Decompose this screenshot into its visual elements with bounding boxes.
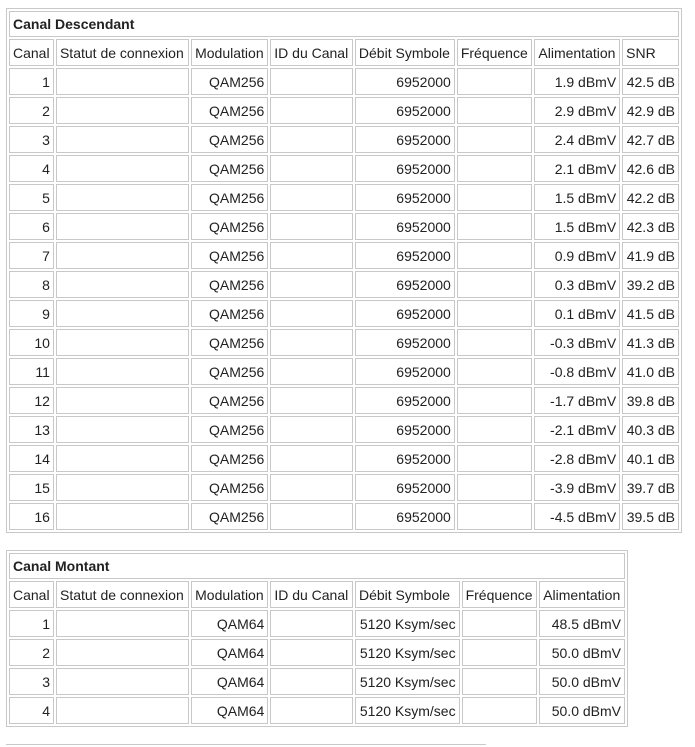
cell-canal: 6 [9, 213, 54, 240]
cell-statut [56, 126, 189, 153]
cell-modulation: QAM256 [191, 503, 268, 530]
cell-statut [56, 329, 189, 356]
cell-statut [56, 668, 189, 695]
header-alimentation: Alimentation [534, 39, 620, 66]
cell-canal: 4 [9, 697, 54, 724]
cell-alimentation: 1.5 dBmV [534, 184, 620, 211]
cell-frequence [457, 358, 533, 385]
cell-alimentation: -0.8 dBmV [534, 358, 620, 385]
cell-statut [56, 68, 189, 95]
cell-frequence [462, 639, 538, 666]
cell-id [270, 126, 353, 153]
cell-canal: 1 [9, 68, 54, 95]
cell-alimentation: 0.9 dBmV [534, 242, 620, 269]
cell-id [270, 416, 353, 443]
cell-alimentation: -3.9 dBmV [534, 474, 620, 501]
cell-debit: 6952000 [355, 503, 455, 530]
cell-frequence [462, 697, 538, 724]
cell-snr: 41.9 dB [622, 242, 679, 269]
cell-snr: 39.2 dB [622, 271, 679, 298]
cell-alimentation: 0.3 dBmV [534, 271, 620, 298]
cell-snr: 41.0 dB [622, 358, 679, 385]
cell-debit: 6952000 [355, 445, 455, 472]
table-row [9, 697, 625, 724]
cell-debit: 5120 Ksym/sec [355, 610, 460, 637]
header-id-canal: ID du Canal [270, 39, 353, 66]
cell-snr: 39.5 dB [622, 503, 679, 530]
cell-modulation: QAM64 [191, 668, 268, 695]
header-modulation: Modulation [191, 581, 268, 608]
cell-canal: 3 [9, 668, 54, 695]
cell-statut [56, 155, 189, 182]
cell-frequence [457, 416, 533, 443]
table-row [9, 126, 679, 153]
cell-statut [56, 300, 189, 327]
cell-modulation: QAM256 [191, 242, 268, 269]
cell-modulation: QAM256 [191, 358, 268, 385]
cell-statut [56, 416, 189, 443]
cell-canal: 11 [9, 358, 54, 385]
header-frequence: Fréquence [462, 581, 538, 608]
table-row [9, 358, 679, 385]
cell-alimentation: 2.4 dBmV [534, 126, 620, 153]
cell-canal: 4 [9, 155, 54, 182]
cell-modulation: QAM64 [191, 610, 268, 637]
cell-id [270, 300, 353, 327]
table-row [9, 271, 679, 298]
cell-modulation: QAM256 [191, 329, 268, 356]
cell-modulation: QAM256 [191, 271, 268, 298]
cell-canal: 16 [9, 503, 54, 530]
cell-id [270, 503, 353, 530]
cell-modulation: QAM256 [191, 300, 268, 327]
cell-id [270, 445, 353, 472]
cell-frequence [462, 668, 538, 695]
cell-frequence [457, 126, 533, 153]
cell-alimentation: 2.9 dBmV [534, 97, 620, 124]
cell-canal: 2 [9, 97, 54, 124]
cell-debit: 6952000 [355, 358, 455, 385]
cell-canal: 7 [9, 242, 54, 269]
cell-statut [56, 213, 189, 240]
cell-debit: 6952000 [355, 97, 455, 124]
cell-debit: 6952000 [355, 242, 455, 269]
cell-modulation: QAM256 [191, 416, 268, 443]
cell-alimentation: 1.9 dBmV [534, 68, 620, 95]
header-statut: Statut de connexion [56, 581, 189, 608]
cell-modulation: QAM256 [191, 97, 268, 124]
header-id-canal: ID du Canal [270, 581, 353, 608]
header-modulation: Modulation [191, 39, 268, 66]
cell-frequence [457, 503, 533, 530]
upstream-title: Canal Montant [9, 553, 625, 579]
cell-snr: 42.2 dB [622, 184, 679, 211]
cell-canal: 12 [9, 387, 54, 414]
cell-frequence [457, 213, 533, 240]
upstream-table [6, 550, 628, 727]
cell-alimentation: 50.0 dBmV [539, 639, 625, 666]
cell-frequence [462, 610, 538, 637]
cell-frequence [457, 300, 533, 327]
cell-alimentation: 1.5 dBmV [534, 213, 620, 240]
header-alimentation: Alimentation [539, 581, 625, 608]
cell-canal: 5 [9, 184, 54, 211]
cell-id [270, 610, 353, 637]
cell-statut [56, 474, 189, 501]
cell-snr: 42.3 dB [622, 213, 679, 240]
cell-canal: 10 [9, 329, 54, 356]
header-canal: Canal [9, 39, 54, 66]
cell-modulation: QAM256 [191, 155, 268, 182]
cell-statut [56, 358, 189, 385]
cell-alimentation: 50.0 dBmV [539, 668, 625, 695]
cell-canal: 13 [9, 416, 54, 443]
cell-modulation: QAM64 [191, 697, 268, 724]
table-row [9, 213, 679, 240]
cell-statut [56, 97, 189, 124]
table-row [9, 639, 625, 666]
cell-snr: 41.3 dB [622, 329, 679, 356]
cell-modulation: QAM256 [191, 474, 268, 501]
cell-alimentation: 48.5 dBmV [539, 610, 625, 637]
cell-id [270, 68, 353, 95]
table-row [9, 474, 679, 501]
divider [6, 744, 486, 745]
header-debit-symbole: Débit Symbole [355, 581, 460, 608]
cell-debit: 6952000 [355, 387, 455, 414]
table-row [9, 445, 679, 472]
table-row [9, 387, 679, 414]
cell-debit: 6952000 [355, 213, 455, 240]
cell-frequence [457, 474, 533, 501]
cell-debit: 6952000 [355, 416, 455, 443]
cell-id [270, 184, 353, 211]
cell-debit: 6952000 [355, 329, 455, 356]
cell-statut [56, 445, 189, 472]
cell-snr: 40.1 dB [622, 445, 679, 472]
cell-statut [56, 387, 189, 414]
header-canal: Canal [9, 581, 54, 608]
cell-snr: 42.9 dB [622, 97, 679, 124]
cell-snr: 41.5 dB [622, 300, 679, 327]
cell-modulation: QAM64 [191, 639, 268, 666]
cell-modulation: QAM256 [191, 445, 268, 472]
cell-canal: 15 [9, 474, 54, 501]
header-snr: SNR [622, 39, 679, 66]
table-row [9, 242, 679, 269]
cell-frequence [457, 155, 533, 182]
downstream-title: Canal Descendant [9, 11, 679, 37]
cell-statut [56, 610, 189, 637]
cell-canal: 3 [9, 126, 54, 153]
cell-statut [56, 271, 189, 298]
cell-snr: 39.7 dB [622, 474, 679, 501]
table-row [9, 668, 625, 695]
table-row [9, 184, 679, 211]
header-frequence: Fréquence [457, 39, 533, 66]
upstream-title-row [9, 553, 625, 579]
cell-canal: 9 [9, 300, 54, 327]
cell-debit: 6952000 [355, 184, 455, 211]
table-row [9, 300, 679, 327]
cell-debit: 6952000 [355, 271, 455, 298]
cell-snr: 40.3 dB [622, 416, 679, 443]
cell-frequence [457, 387, 533, 414]
cell-frequence [457, 271, 533, 298]
cell-debit: 6952000 [355, 68, 455, 95]
downstream-title-row [9, 11, 679, 37]
cell-alimentation: -2.1 dBmV [534, 416, 620, 443]
table-row [9, 68, 679, 95]
cell-alimentation: 50.0 dBmV [539, 697, 625, 724]
cell-snr: 42.7 dB [622, 126, 679, 153]
cell-modulation: QAM256 [191, 68, 268, 95]
cell-id [270, 358, 353, 385]
cell-debit: 6952000 [355, 126, 455, 153]
cell-frequence [457, 97, 533, 124]
cell-modulation: QAM256 [191, 387, 268, 414]
cell-id [270, 271, 353, 298]
downstream-header-row [9, 39, 679, 66]
cell-id [270, 329, 353, 356]
cell-alimentation: -2.8 dBmV [534, 445, 620, 472]
cell-debit: 6952000 [355, 155, 455, 182]
cell-debit: 5120 Ksym/sec [355, 697, 460, 724]
header-debit-symbole: Débit Symbole [355, 39, 455, 66]
cell-debit: 6952000 [355, 474, 455, 501]
cell-id [270, 639, 353, 666]
cell-modulation: QAM256 [191, 126, 268, 153]
cell-id [270, 213, 353, 240]
downstream-table [6, 8, 682, 533]
header-statut: Statut de connexion [56, 39, 189, 66]
cell-id [270, 387, 353, 414]
table-row [9, 610, 625, 637]
cell-frequence [457, 184, 533, 211]
cell-frequence [457, 242, 533, 269]
table-row [9, 503, 679, 530]
cell-snr: 42.5 dB [622, 68, 679, 95]
cell-modulation: QAM256 [191, 184, 268, 211]
cell-snr: 39.8 dB [622, 387, 679, 414]
cell-frequence [457, 329, 533, 356]
cell-statut [56, 697, 189, 724]
cell-id [270, 474, 353, 501]
cell-canal: 1 [9, 610, 54, 637]
cell-frequence [457, 445, 533, 472]
cell-alimentation: -1.7 dBmV [534, 387, 620, 414]
cell-id [270, 697, 353, 724]
cell-alimentation: 0.1 dBmV [534, 300, 620, 327]
cell-alimentation: -0.3 dBmV [534, 329, 620, 356]
cell-frequence [457, 68, 533, 95]
cell-canal: 8 [9, 271, 54, 298]
table-row [9, 329, 679, 356]
cell-alimentation: 2.1 dBmV [534, 155, 620, 182]
cell-modulation: QAM256 [191, 213, 268, 240]
cell-debit: 5120 Ksym/sec [355, 639, 460, 666]
cell-alimentation: -4.5 dBmV [534, 503, 620, 530]
cell-debit: 5120 Ksym/sec [355, 668, 460, 695]
cell-statut [56, 184, 189, 211]
cell-statut [56, 242, 189, 269]
upstream-header-row [9, 581, 625, 608]
cell-id [270, 668, 353, 695]
cell-statut [56, 503, 189, 530]
cell-id [270, 155, 353, 182]
cell-debit: 6952000 [355, 300, 455, 327]
cell-snr: 42.6 dB [622, 155, 679, 182]
table-row [9, 155, 679, 182]
cell-canal: 2 [9, 639, 54, 666]
cell-id [270, 97, 353, 124]
cell-statut [56, 639, 189, 666]
cell-canal: 14 [9, 445, 54, 472]
table-row [9, 416, 679, 443]
cell-id [270, 242, 353, 269]
table-row [9, 97, 679, 124]
